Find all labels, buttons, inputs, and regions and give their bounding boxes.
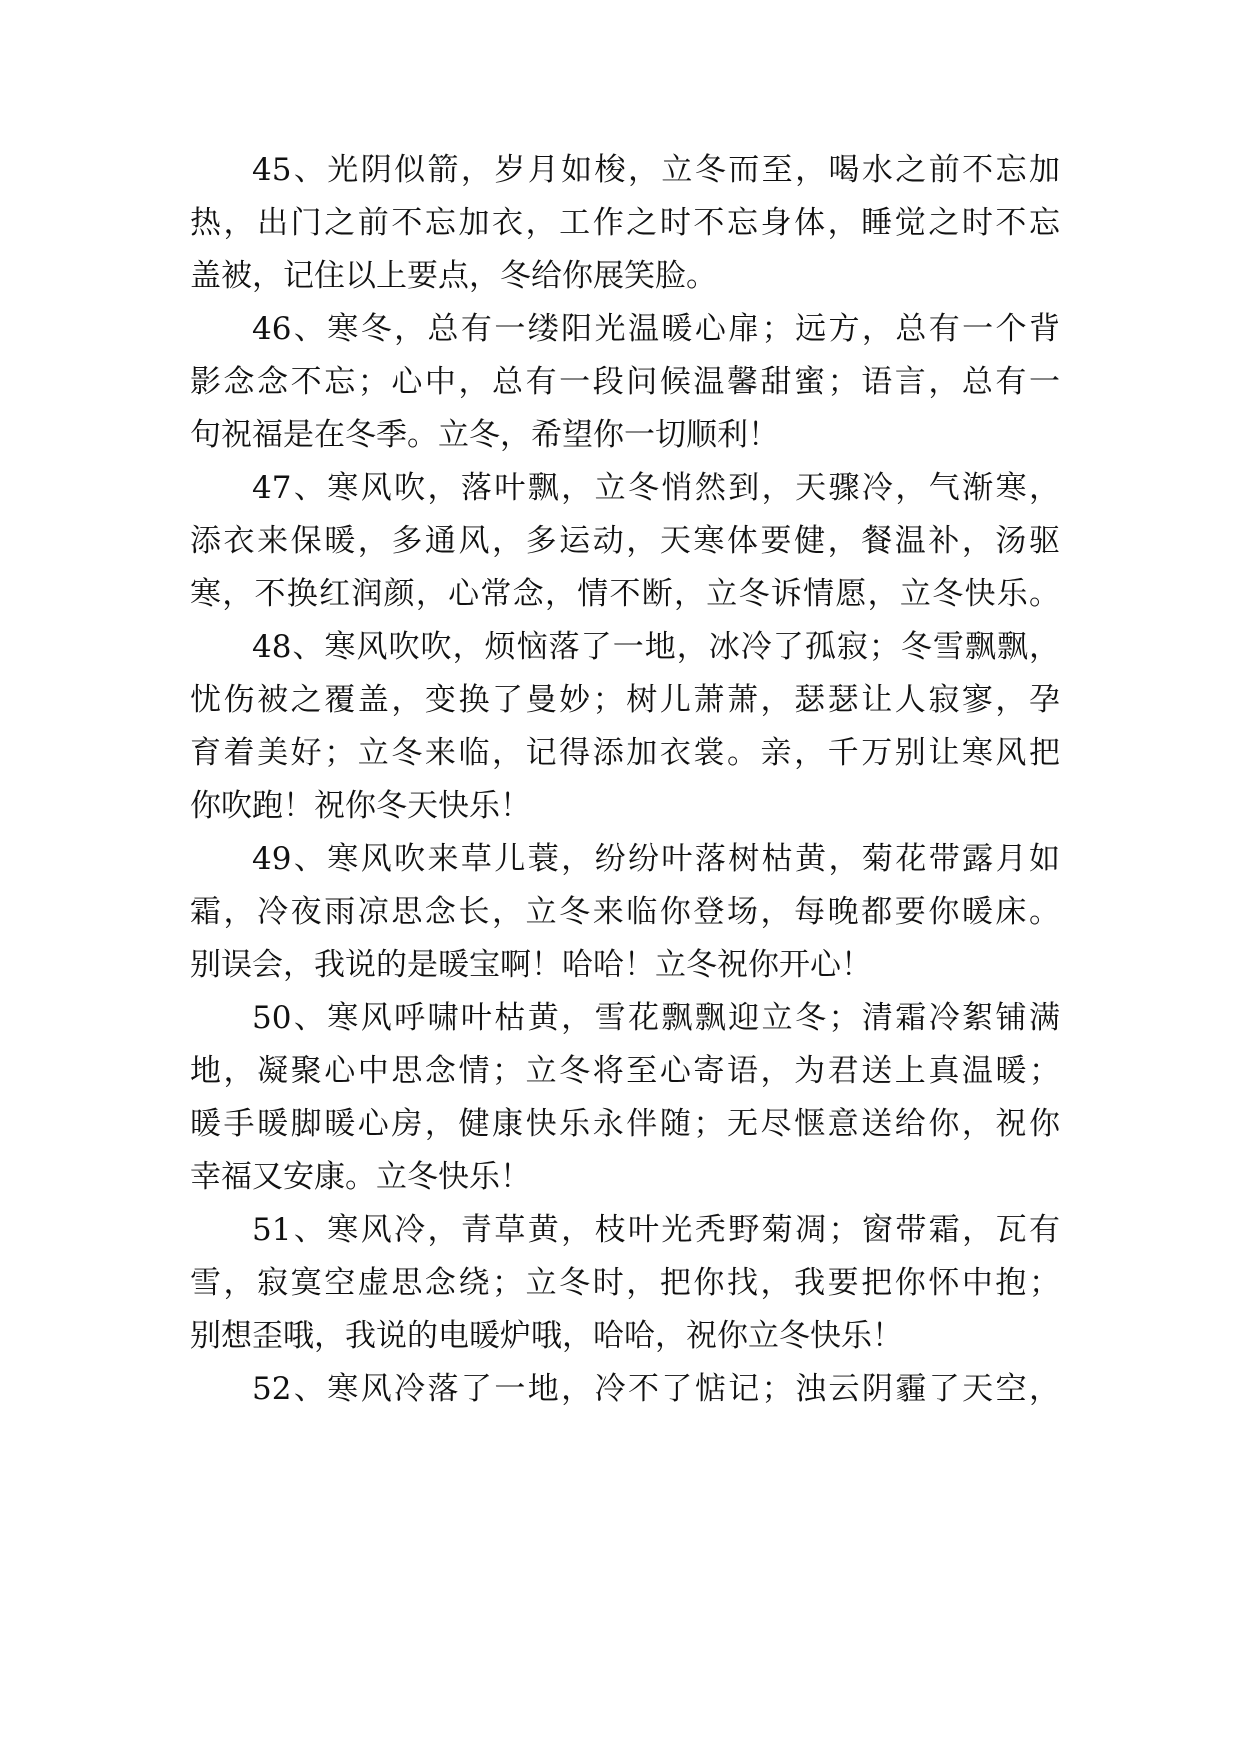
text-line: 霜，冷夜雨凉思念长，立冬来临你登场，每晚都要你暖床。 [190,894,1060,930]
text-line: 幸福又安康。立冬快乐！ [190,1159,531,1195]
text-line: 忧伤被之覆盖，变换了曼妙；树儿萧萧，瑟瑟让人寂寥，孕 [190,682,1060,718]
text-line: 47、寒风吹，落叶飘，立冬悄然到，天骤冷，气渐寒， [252,470,1060,506]
text-line: 添衣来保暖，多通风，多运动，天寒体要健，餐温补，汤驱 [190,523,1060,559]
text-line: 影念念不忘；心中，总有一段问候温馨甜蜜；语言，总有一 [190,364,1060,400]
text-line: 句祝福是在冬季。立冬，希望你一切顺利！ [190,417,779,453]
text-line: 51、寒风冷，青草黄，枝叶光秃野菊凋；窗带霜，瓦有 [252,1212,1060,1248]
text-line: 盖被，记住以上要点，冬给你展笑脸。 [190,258,717,294]
text-line: 热，出门之前不忘加衣，工作之时不忘身体，睡觉之时不忘 [190,205,1060,241]
text-line: 你吹跑！祝你冬天快乐！ [190,788,531,824]
text-line: 45、光阴似箭，岁月如梭，立冬而至，喝水之前不忘加 [252,152,1060,188]
text-line: 50、寒风呼啸叶枯黄，雪花飘飘迎立冬；清霜冷絮铺满 [252,1000,1060,1036]
text-line: 52、寒风冷落了一地，冷不了惦记；浊云阴霾了天空， [252,1371,1060,1407]
text-line: 别误会，我说的是暖宝啊！哈哈！立冬祝你开心！ [190,947,872,983]
text-line: 别想歪哦，我说的电暖炉哦，哈哈，祝你立冬快乐！ [190,1318,903,1354]
text-line: 46、寒冬，总有一缕阳光温暖心扉；远方，总有一个背 [252,311,1060,347]
text-line: 48、寒风吹吹，烦恼落了一地，冰冷了孤寂；冬雪飘飘， [252,629,1060,665]
text-line: 寒，不换红润颜，心常念，情不断，立冬诉情愿，立冬快乐。 [190,576,1060,612]
text-line: 育着美好；立冬来临，记得添加衣裳。亲，千万别让寒风把 [190,735,1060,771]
text-line: 49、寒风吹来草儿蓑，纷纷叶落树枯黄，菊花带露月如 [252,841,1060,877]
text-line: 地，凝聚心中思念情；立冬将至心寄语，为君送上真温暖； [190,1053,1060,1089]
text-line: 雪，寂寞空虚思念绕；立冬时，把你找，我要把你怀中抱； [190,1265,1060,1301]
text-line: 暖手暖脚暖心房，健康快乐永伴随；无尽惬意送给你，祝你 [190,1106,1060,1142]
